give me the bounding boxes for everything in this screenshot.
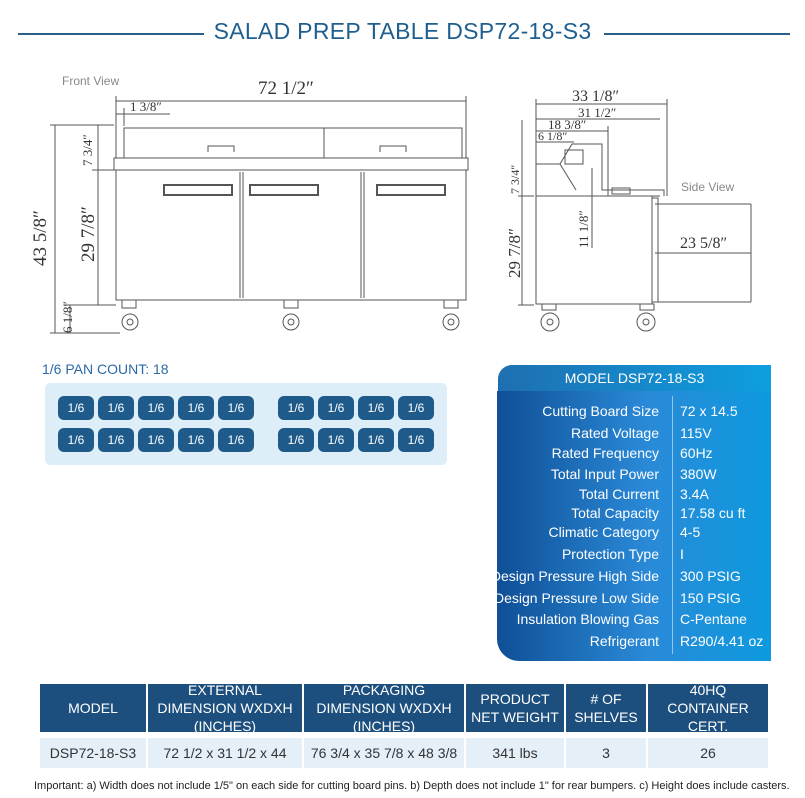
pan-slot: 1/6	[358, 396, 394, 420]
spec-label: Design Pressure High Side	[490, 568, 659, 584]
spec-divider	[672, 396, 673, 654]
table-cell: 72 1/2 x 31 1/2 x 44	[148, 738, 302, 768]
table-cell: 3	[566, 738, 646, 768]
spec-value: 115V	[680, 425, 712, 441]
table-cell: 76 3/4 x 35 7/8 x 48 3/8	[304, 738, 464, 768]
side-depth-3-dim: 18 3/8″	[548, 117, 587, 132]
front-view-label: Front View	[62, 74, 120, 88]
spec-value: 60Hz	[680, 445, 713, 461]
side-top-height-dim: 7 3/4″	[508, 164, 522, 194]
spec-value: 380W	[680, 466, 717, 482]
side-depth-4-dim: 6 1/8″	[538, 129, 568, 143]
spec-panel-title: MODEL DSP72-18-S3	[498, 365, 771, 391]
spec-value: C-Pentane	[680, 611, 747, 627]
spec-value: 72 x 14.5	[680, 403, 738, 419]
spec-value: 150 PSIG	[680, 590, 741, 606]
table-header-cell: PACKAGING DIMENSION WXDXH (INCHES)	[304, 684, 464, 732]
spec-label: Refrigerant	[589, 633, 659, 649]
pan-slot: 1/6	[318, 396, 354, 420]
side-door-width-dim: 23 5/8″	[680, 235, 728, 252]
pan-slot: 1/6	[58, 428, 94, 452]
spec-value: 17.58 cu ft	[680, 505, 746, 521]
footnote: Important: a) Width does not include 1/5" on each side for cutting board pins. b) Depth does not include 1" for rear bumpers. c) Height does include casters.	[34, 780, 790, 792]
side-body-height-dim: 29 7/8″	[505, 227, 524, 278]
table-header-cell: 40HQ CONTAINER CERT.	[648, 684, 768, 732]
spec-label: Total Capacity	[571, 505, 659, 521]
spec-value: I	[680, 546, 684, 562]
front-top-height-dim: 7 3/4″	[80, 134, 95, 166]
front-lid-offset-dim: 1 3/8″	[130, 99, 162, 114]
pan-slot: 1/6	[178, 396, 214, 420]
pan-count-title: 1/6 PAN COUNT: 18	[42, 361, 169, 377]
pan-slot: 1/6	[398, 428, 434, 452]
page-title: SALAD PREP TABLE DSP72-18-S3	[213, 18, 592, 44]
table-header-cell: PRODUCT NET WEIGHT	[466, 684, 564, 732]
pan-slot: 1/6	[138, 428, 174, 452]
spec-label: Climatic Category	[548, 524, 659, 540]
pan-slot: 1/6	[278, 428, 314, 452]
spec-label: Insulation Blowing Gas	[516, 611, 659, 627]
pan-slot: 1/6	[278, 396, 314, 420]
front-total-height-dim: 43 5/8″	[30, 210, 51, 266]
pan-slot: 1/6	[58, 396, 94, 420]
table-header-cell: EXTERNAL DIMENSION WXDXH (INCHES)	[148, 684, 302, 732]
table-header-cell: # OF SHELVES	[566, 684, 646, 732]
pan-slot: 1/6	[138, 396, 174, 420]
pan-slot: 1/6	[318, 428, 354, 452]
side-depth-dim: 33 1/8″	[572, 88, 620, 105]
spec-label: Total Current	[578, 486, 659, 502]
front-view-drawing	[45, 85, 475, 340]
spec-value: 300 PSIG	[680, 568, 741, 584]
spec-value: R290/4.41 oz	[680, 633, 764, 649]
spec-label: Protection Type	[561, 546, 659, 562]
table-header-cell: MODEL	[40, 684, 146, 732]
pan-slot: 1/6	[398, 396, 434, 420]
spec-label: Total Input Power	[550, 466, 659, 482]
table-cell: 341 lbs	[466, 738, 564, 768]
spec-label: Design Pressure Low Side	[494, 590, 659, 606]
side-inner-height-dim: 11 1/8″	[576, 210, 591, 248]
table-cell: DSP72-18-S3	[40, 738, 146, 768]
pan-slot: 1/6	[218, 396, 254, 420]
pan-slot: 1/6	[98, 428, 134, 452]
pan-slot: 1/6	[178, 428, 214, 452]
spec-value: 4-5	[680, 524, 701, 540]
front-width-dim: 72 1/2″	[258, 78, 314, 99]
spec-label: Rated Frequency	[551, 445, 659, 461]
spec-label: Rated Voltage	[571, 425, 659, 441]
spec-value: 3.4A	[680, 486, 709, 502]
table-cell: 26	[648, 738, 768, 768]
pan-slot: 1/6	[218, 428, 254, 452]
front-caster-height-dim: 6 1/8″	[60, 301, 75, 333]
pan-slot: 1/6	[358, 428, 394, 452]
spec-label: Cutting Board Size	[542, 403, 659, 419]
pan-slot: 1/6	[98, 396, 134, 420]
side-depth-2-dim: 31 1/2″	[578, 105, 617, 120]
front-body-height-dim: 29 7/8″	[78, 206, 99, 262]
side-view-label: Side View	[681, 180, 735, 194]
